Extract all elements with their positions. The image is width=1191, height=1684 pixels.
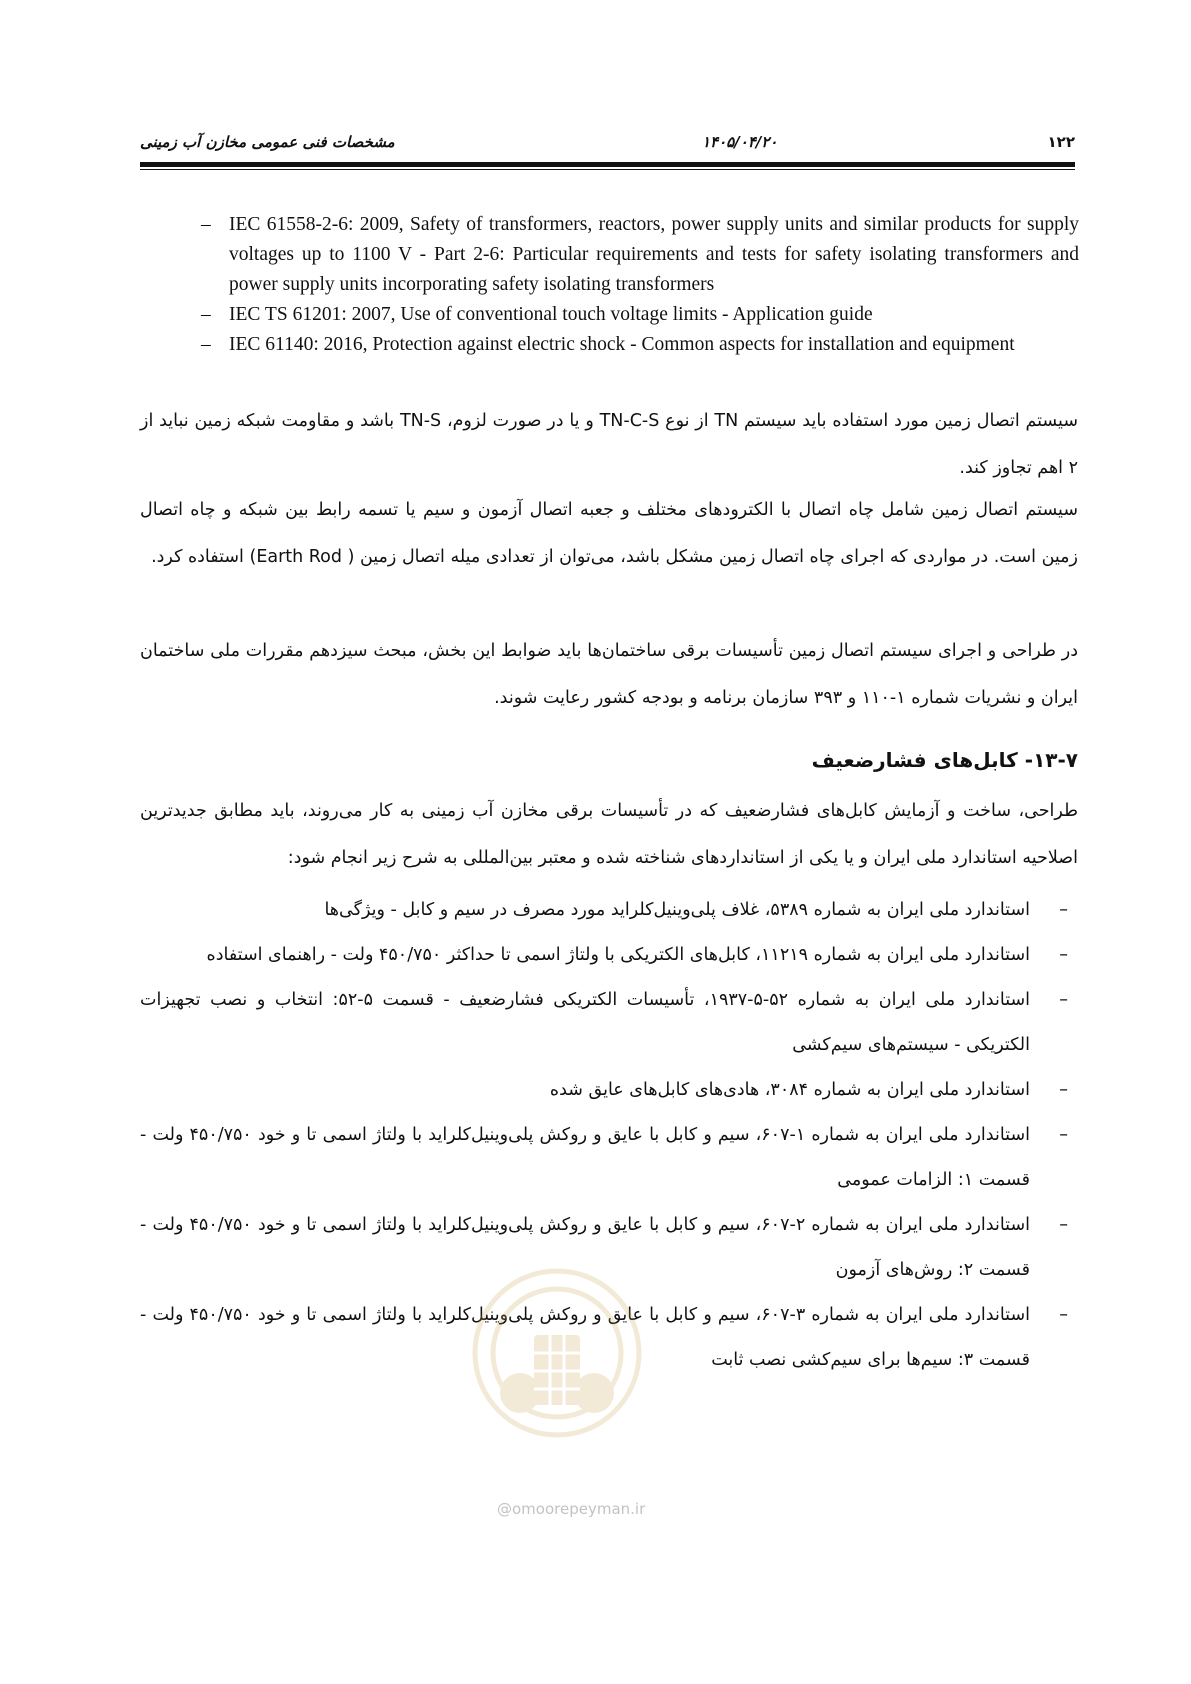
paragraph-grounding-system: سیستم اتصال زمین مورد استفاده باید سیستم TN از نوع TN-C-S و یا در صورت لزوم، TN-S باشد و مقاومت شبکه زمین نباید از ۲ اهم تجاوز کند.	[140, 411, 1078, 478]
list-item	[140, 888, 1078, 933]
list-item-text: استاندارد ملی ایران به شماره ۳۰۸۴، هادی‌های کابل‌های عایق شده	[549, 1080, 1030, 1100]
header-date: ۱۴۰۵/۰۴/۲۰	[702, 133, 778, 151]
list-item	[140, 978, 1078, 1068]
paragraph-grounding-components: سیستم اتصال زمین شامل چاه اتصال با الکترودهای مختلف و جعبه اتصال آزمون و سیم یا تسمه رابط بین شبکه و چاه اتصال زمین است. در مواردی که اجرای چاه اتصال زمین مشکل باشد، می‌توان از تعدادی میله اتصال زمین ( Earth Rod) استفاده کرد.	[140, 500, 1078, 567]
watermark-url: @omoorepeyman.ir	[497, 1500, 646, 1518]
list-item-text: استاندارد ملی ایران به شماره ۱۱۲۱۹، کابل‌های الکتریکی با ولتاژ اسمی تا حداکثر ۴۵۰/۷۵۰ ولت - راهنمای استفاده	[206, 945, 1030, 965]
list-dash: –	[1059, 1125, 1068, 1145]
list-item-text: استاندارد ملی ایران به شماره ۵۳۸۹، غلاف پلی‌وینیل‌کلراید مورد مصرف در سیم و کابل - ویژگی‌ها	[324, 900, 1030, 920]
page-header	[140, 129, 1075, 155]
list-item-text: IEC 61558-2-6: 2009, Safety of transformers, reactors, power supply units and similar products for supply voltages up to 1100 V - Part 2-6: Particular requirements and tests for safety isolating transformers and power supply units incorporating safety isolating transformers	[229, 214, 1079, 295]
list-item-text: استاندارد ملی ایران به شماره ۳-۶۰۷، سیم و کابل با عایق و روکش پلی‌وینیل‌کلراید با ولتاژ اسمی تا و خود ۴۵۰/۷۵۰ ولت - قسمت ۳: سیم‌ها برای سیم‌کشی نصب ثابت	[140, 1305, 1030, 1370]
paragraph-cable-standards: طراحی، ساخت و آزمایش کابل‌های فشارضعیف که در تأسیسات برقی مخازن آب زمینی به کار می‌روند، باید مطابق جدیدترین اصلاحیه استاندارد ملی ایران و یا یکی از استانداردهای شناخته شده و معتبر بین‌المللی به شرح زیر انجام شود:	[140, 801, 1078, 868]
list-item	[192, 330, 1079, 360]
list-item	[140, 1068, 1078, 1113]
list-dash: –	[201, 334, 211, 355]
list-item-text: IEC 61140: 2016, Protection against electric shock - Common aspects for installation and equipment	[229, 334, 1015, 355]
list-item-text: استاندارد ملی ایران به شماره ۵۲-۵-۱۹۳۷، تأسیسات الکتریکی فشارضعیف - قسمت ۵-۵۲: انتخاب و نصب تجهیزات الکتریکی - سیستم‌های سیم‌کشی	[140, 990, 1030, 1055]
list-item	[192, 300, 1079, 330]
watermark-logo	[462, 1243, 652, 1493]
list-dash: –	[1059, 990, 1068, 1010]
list-item	[192, 210, 1079, 300]
header-rule-thick	[140, 162, 1075, 167]
page-number: ۱۲۲	[1047, 133, 1075, 151]
header-rule-thin	[140, 169, 1075, 170]
list-item-text: استاندارد ملی ایران به شماره ۱-۶۰۷، سیم و کابل با عایق و روکش پلی‌وینیل‌کلراید با ولتاژ اسمی تا و خود ۴۵۰/۷۵۰ ولت - قسمت ۱: الزامات عمومی	[140, 1125, 1030, 1190]
list-item	[140, 933, 1078, 978]
list-dash: –	[1059, 1080, 1068, 1100]
header-title: مشخصات فنی عمومی مخازن آب زمینی	[140, 133, 395, 151]
list-dash: –	[1059, 900, 1068, 920]
list-item-text: IEC TS 61201: 2007, Use of conventional touch voltage limits - Application guide	[229, 304, 873, 325]
list-dash: –	[201, 214, 211, 235]
english-standards-list	[192, 210, 1079, 360]
paragraph-grounding-regulations: در طراحی و اجرای سیستم اتصال زمین تأسیسات برقی ساختمان‌ها باید ضوابط این بخش، مبحث سیزدهم مقررات ملی ساختمان ایران و نشریات شماره ۱-۱۱۰ و ۳۹۳ سازمان برنامه و بودجه کشور رعایت شوند.	[140, 641, 1078, 708]
list-dash: –	[1059, 945, 1068, 965]
list-item	[140, 1113, 1078, 1203]
list-item-text: استاندارد ملی ایران به شماره ۲-۶۰۷، سیم و کابل با عایق و روکش پلی‌وینیل‌کلراید با ولتاژ اسمی تا و خود ۴۵۰/۷۵۰ ولت - قسمت ۲: روش‌های آزمون	[140, 1215, 1030, 1280]
section-heading: ۱۳-۷- کابل‌های فشارضعیف	[811, 748, 1078, 772]
list-dash: –	[201, 304, 211, 325]
list-dash: –	[1059, 1305, 1068, 1325]
list-dash: –	[1059, 1215, 1068, 1235]
